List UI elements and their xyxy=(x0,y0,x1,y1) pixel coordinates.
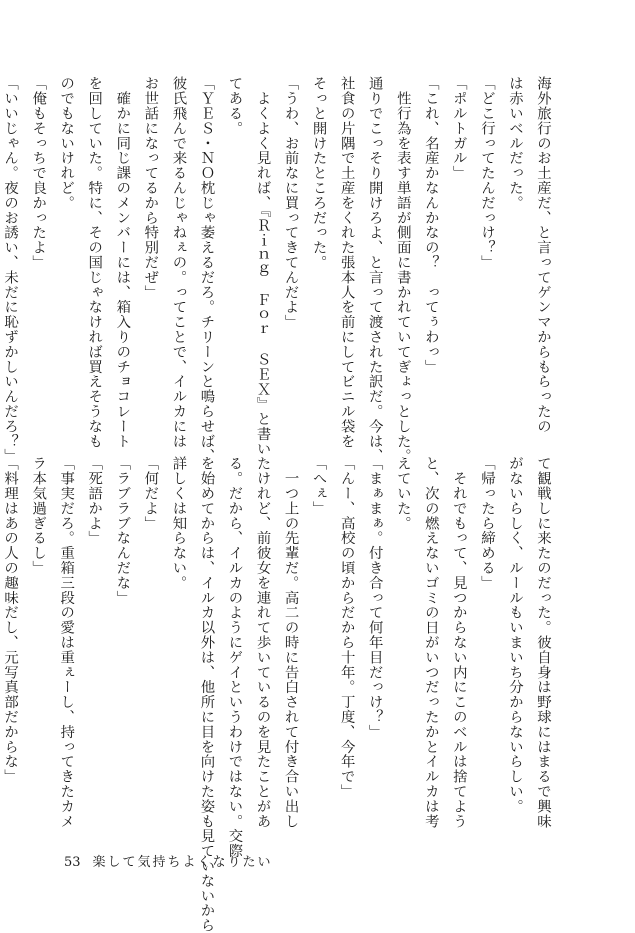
text-line: そっと開けたところだった。 xyxy=(310,76,327,270)
text-line: 「うわ、お前なに買ってきてんだよ」 xyxy=(282,76,299,330)
text-line: のでもないけれど。 xyxy=(58,76,75,211)
text-line: 「帰ったら締める」 xyxy=(478,456,495,591)
text-line: 「まぁまぁ。付き合って何年目だっけ？」 xyxy=(366,456,383,740)
text-line: 「事実だろ。重箱三段の愛は重ぇーし、持ってきたカメ xyxy=(58,456,75,829)
text-line: と、次の燃えないゴミの日がいつだったかとイルカは考 xyxy=(422,456,439,829)
text-line: よくよく見れば、『Ｒｉｎｇ Ｆｏｒ ＳＥＸ』と書い xyxy=(254,76,271,457)
text-line: る。だから、イルカのようにゲイというわけではない。交際 xyxy=(226,456,243,859)
page-number: 53 xyxy=(64,855,81,870)
text-line: 一つ上の先輩だ。高二の時に告白されて付き合い出し xyxy=(282,456,299,829)
text-line: 「ラブラブなんだな」 xyxy=(114,456,131,605)
text-line: えていた。 xyxy=(394,456,411,531)
text-line: 「俺もそっちで良かったよ」 xyxy=(30,76,47,270)
text-line: を回していた。特に、その国じゃなければ買えそうなも xyxy=(86,76,103,449)
text-line: 通りでこっそり開けろよ、と言って渡された訳だ。今は、 xyxy=(366,76,383,464)
text-line: 「へぇ」 xyxy=(310,456,327,516)
text-line: は赤いベルだった。 xyxy=(506,76,523,211)
text-line: 「どこ行ってたんだっけ？」 xyxy=(478,76,495,270)
text-line: 海外旅行のお土産だ、と言ってゲンマからもらったの xyxy=(535,76,551,434)
text-line: 「これ、名産かなんかなの？ ってぅわっ」 xyxy=(422,76,439,374)
text-line: 社食の片隅で土産をくれた張本人を前にしてビニル袋を xyxy=(338,76,355,449)
text-line: 性行為を表す単語が側面に書かれていてぎょっとした。 xyxy=(394,76,411,464)
text-line: 彼氏飛んで来るんじゃねぇの。ってことで、イルカには xyxy=(170,76,187,449)
text-line: を始めてからは、イルカ以外は、他所に目を向けた姿も見ていないから xyxy=(198,456,215,933)
text-block-top xyxy=(2,76,557,464)
text-line: 詳しくは知らない。 xyxy=(170,456,187,591)
text-line: お世話になってるから特別だぜ」 xyxy=(142,76,159,300)
text-line: たけれど、前彼女を連れて歩いているのを見たことがあ xyxy=(254,456,271,829)
text-line: 「いいじゃん。夜のお誘い、未だに恥ずかしいんだろ？」 xyxy=(2,76,19,464)
text-line: 「んー、高校の頃からだから十年。丁度、今年で」 xyxy=(338,456,355,799)
text-line: 確かに同じ課のメンバーには、箱入りのチョコレート xyxy=(114,76,131,449)
page-footer xyxy=(64,851,273,870)
text-line: 「何だよ」 xyxy=(142,456,159,531)
text-line: ラ本気過ぎるし」 xyxy=(30,456,47,576)
text-line: てある。 xyxy=(226,76,243,136)
text-line: がないらしく、ルールもいまいち分からないらしい。 xyxy=(506,456,523,814)
text-line: 「死語かよ」 xyxy=(86,456,103,546)
text-line: 「料理はあの人の趣味だし、元写真部だからな」 xyxy=(2,456,19,784)
text-line: て観戦しに来たのだった。彼自身は野球にはまるで興味 xyxy=(535,456,551,829)
text-line: それでもって、見つからない内にこのベルは捨てよう xyxy=(450,456,467,829)
running-title: 楽して気持ちよくなりたい xyxy=(92,855,273,870)
text-line: 「ポルトガル」 xyxy=(450,76,467,181)
text-line: 「ＹＥＳ・ＮＯ枕じゃ萎えるだろ。チリーンと鳴らせば、 xyxy=(198,76,215,464)
